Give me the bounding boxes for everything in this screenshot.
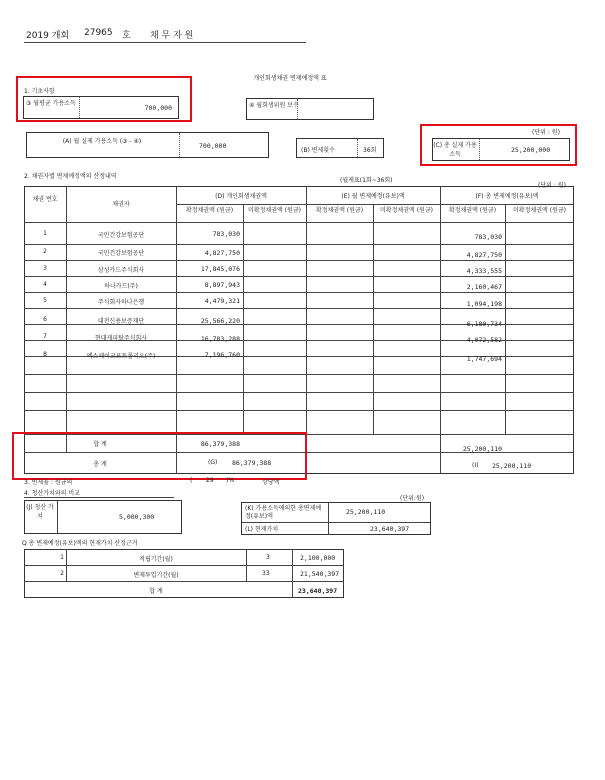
sub-header-f-unconfirmed: 미확정채권액 (원금): [513, 207, 566, 214]
row-f-confirmed: 783,030: [474, 233, 502, 241]
total-actual-income-value: 25,200,000: [511, 146, 551, 154]
row-d-confirmed: 25,566,220: [200, 317, 240, 325]
total-f-value: 25,200,110: [492, 462, 532, 470]
row-f-confirmed: 4,827,750: [466, 251, 502, 259]
row-no: 2: [43, 248, 47, 255]
header-case-no: 27965: [84, 28, 113, 38]
row-d-confirmed: 4,479,321: [204, 297, 240, 305]
col-header-d: (D) 개인회생채권액: [215, 193, 267, 200]
monthly-income-value: 700,000: [144, 104, 172, 112]
total-actual-income-label: (C) 총 실제 가용소득: [433, 142, 477, 158]
sub-header-e-confirmed: 확정채권액 (원금): [315, 207, 364, 214]
section2-unit: (단위 : 원): [538, 182, 566, 189]
row-no: 6: [43, 316, 47, 323]
l-value: 23,640,397: [370, 525, 410, 533]
trustee-fee-box: [246, 98, 374, 120]
pv-row-value: 21,540,397: [300, 570, 340, 578]
k-label: (K) 가용소득에의한 총변제예정(유보)액: [245, 505, 322, 520]
doc-title: 개인회생채권 변제예정액 표: [253, 75, 327, 82]
row-d-confirmed: 783,030: [212, 230, 240, 238]
row-f-confirmed: 6,180,734: [466, 320, 502, 328]
row-no: 8: [43, 351, 47, 358]
total-i-marker: (I): [472, 462, 479, 469]
row-creditor: 현대캐피탈주식회사: [94, 335, 148, 342]
row-d-confirmed: 4,827,750: [204, 249, 240, 257]
pv-row-count: 33: [262, 570, 270, 577]
monthly-income-label: ③ 월평균 가용소득: [26, 100, 76, 107]
row-no: 5: [43, 297, 47, 304]
liquidation-value-box: [24, 500, 182, 534]
header-ho: 호: [122, 31, 131, 41]
section2-period: (월제표(1회~36회): [340, 177, 393, 184]
rate-close: )%: [226, 477, 235, 484]
sum-f-value: 25,200,110: [462, 445, 502, 453]
row-no: 7: [43, 333, 47, 340]
row-f-confirmed: 1,094,198: [466, 300, 502, 308]
repayment-count-label: (B) 변제횟수: [301, 147, 335, 154]
total-d-value: 86,379,388: [232, 459, 272, 467]
pv-row-label: 적립기간(월): [139, 556, 173, 563]
sub-header-d-confirmed: 확정채권액 (원금): [185, 207, 234, 214]
header-underline: [24, 42, 306, 43]
pv-row-label: 변제투입기간(월): [133, 572, 179, 579]
total-label: 총 계: [93, 461, 107, 468]
monthly-income-box: [23, 96, 179, 119]
pv-row-value: 2,100,000: [300, 554, 336, 562]
row-creditor: 국민건강보험공단: [97, 232, 145, 239]
monthly-actual-income-box: [26, 132, 269, 158]
row-creditor: 국민건강보험공단: [97, 250, 145, 257]
row-creditor: 엑스페이코포트폴리오(주): [86, 353, 156, 360]
sum-d-value: 86,379,388: [200, 440, 240, 448]
k-value: 25,200,110: [346, 508, 386, 516]
total-g-marker: (G): [208, 459, 218, 466]
sub-header-e-unconfirmed: 미확정채권액 (원금): [380, 207, 433, 214]
col-header-creditor: 채권자: [112, 201, 130, 208]
section1-title: 1. 기초사항: [24, 88, 55, 95]
row-no: 4: [43, 281, 47, 288]
row-d-confirmed: 17,845,076: [200, 265, 240, 273]
trustee-fee-label: ④ 월회생위원 보수: [249, 102, 299, 109]
liquidation-value: 5,000,300: [119, 513, 155, 521]
sum-label: 합 계: [93, 441, 107, 448]
col-header-f: (F) 총 변제예정(유보)액: [475, 193, 539, 200]
summary-unit: (단위 : 원): [532, 129, 560, 136]
row-no: 3: [43, 265, 47, 272]
col-header-no: 채권 번호: [32, 196, 58, 203]
rate-suffix: 상당액: [262, 479, 280, 486]
row-creditor: 대전신용보증재단: [97, 318, 145, 325]
row-d-confirmed: 8,897,943: [204, 281, 240, 289]
row-creditor: 하나카드(주): [104, 283, 138, 290]
section4-title: 4. 청산가치와의 비교: [24, 490, 80, 497]
rate-open: (: [190, 477, 193, 484]
section2-title: 2. 채권자별 변제예정액의 산정내역: [24, 173, 117, 180]
row-creditor: 삼성카드주식회사: [97, 267, 145, 274]
pv-sum-value: 23,640,397: [298, 587, 338, 595]
section5-title: Q 총 변제예정(유보)액의 현재가치 산정근거: [22, 540, 138, 547]
compare-box: [241, 502, 431, 535]
repayment-count-box: [296, 138, 384, 158]
pv-row-no: 2: [60, 570, 64, 577]
header-debtor: 채 무 자 원: [150, 31, 194, 41]
col-header-e: (E) 월 변제예정(유보)액: [341, 193, 405, 200]
total-actual-income-box: [432, 138, 570, 161]
pv-row-count: 3: [266, 554, 270, 561]
monthly-actual-income-label: (A) 월 실제 가용소득 (③ - ④): [62, 138, 142, 145]
monthly-actual-income-value: 700,000: [199, 142, 227, 150]
section3-title: 3. 변제율 : 원금의: [24, 479, 73, 486]
row-d-confirmed: 16,783,288: [200, 335, 240, 343]
row-f-confirmed: 4,333,555: [466, 267, 502, 275]
sub-header-d-unconfirmed: 미확정채권액 (원금): [248, 207, 301, 214]
header-year: 2019 개회: [26, 31, 70, 41]
row-no: 1: [43, 230, 47, 237]
section4-unit: (단위:원): [400, 495, 425, 502]
row-creditor: 주식회사하나은행: [97, 299, 145, 306]
row-f-confirmed: 2,160,467: [466, 283, 502, 291]
sub-header-f-confirmed: 확정채권액 (원금): [448, 207, 497, 214]
repayment-count-value: 36회: [363, 147, 377, 154]
l-label: (L) 현재가치: [245, 526, 279, 533]
row-f-confirmed: 1,747,694: [466, 355, 502, 363]
row-d-confirmed: 7,196,760: [204, 351, 240, 359]
repayment-rate: 29: [206, 477, 214, 484]
pv-sum-label: 합 계: [149, 588, 163, 595]
row-f-confirmed: 4,072,582: [466, 336, 502, 344]
pv-row-no: 1: [60, 554, 64, 561]
liquidation-value-label: (J) 청산 가치: [26, 504, 54, 520]
